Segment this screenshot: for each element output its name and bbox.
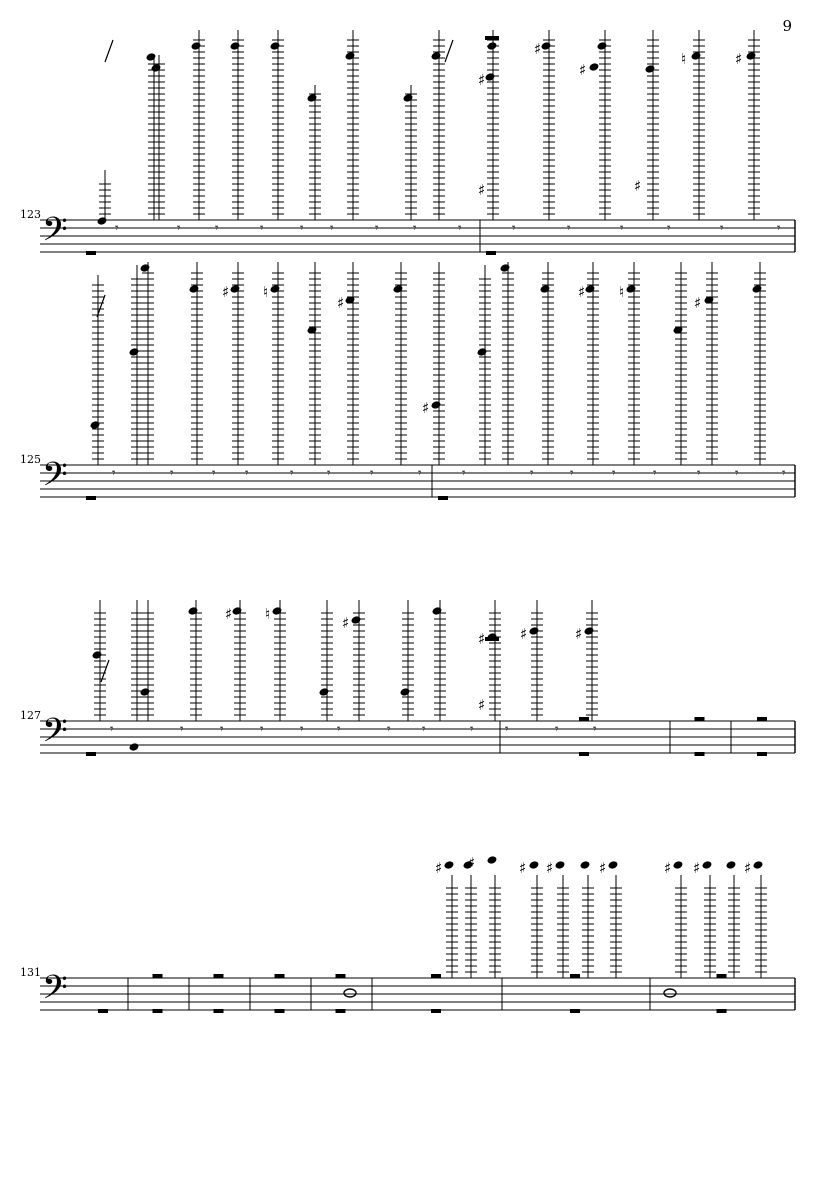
sixteenth-rest: 𝄾: [720, 221, 724, 236]
measure-number: 131: [20, 966, 41, 979]
notehead: [608, 860, 619, 870]
sixteenth-rest: 𝄾: [375, 221, 379, 236]
whole-rest: [86, 251, 96, 255]
natural-accidental: ♮: [681, 50, 687, 68]
notehead: [477, 347, 488, 357]
sharp-accidental: ♯: [735, 50, 743, 68]
sixteenth-rest: 𝄾: [220, 722, 224, 737]
notehead: [584, 626, 595, 636]
sharp-accidental: ♯: [664, 859, 672, 877]
notehead: [129, 347, 140, 357]
notehead: [432, 606, 443, 616]
whole-rest: [98, 1009, 108, 1013]
sharp-accidental: ♯: [222, 283, 230, 301]
notehead: [691, 51, 702, 61]
notehead: [90, 420, 101, 430]
notehead: [189, 284, 200, 294]
sixteenth-rest: 𝄾: [413, 221, 417, 236]
sixteenth-rest: 𝄾: [555, 722, 559, 737]
page-number: 9: [782, 17, 792, 35]
whole-rest: [717, 974, 727, 978]
staff-system: [20, 600, 795, 758]
notehead: [270, 284, 281, 294]
notehead: [230, 284, 241, 294]
whole-rest: [153, 974, 163, 978]
whole-rest: [757, 717, 767, 721]
sixteenth-rest: 𝄾: [512, 221, 516, 236]
notehead: [129, 742, 140, 752]
sixteenth-rest: 𝄾: [462, 466, 466, 481]
notehead: [702, 860, 713, 870]
whole-rest: [336, 974, 346, 978]
notehead: [673, 860, 684, 870]
sixteenth-rest: 𝄾: [260, 221, 264, 236]
notehead: [485, 72, 496, 82]
notehead: [487, 855, 498, 865]
notehead: [500, 263, 511, 273]
sixteenth-rest: 𝄾: [567, 221, 571, 236]
notehead: [431, 51, 442, 61]
notehead: [188, 606, 199, 616]
whole-rest: [579, 717, 589, 721]
sixteenth-rest: 𝄾: [300, 722, 304, 737]
sixteenth-rest: 𝄾: [110, 722, 114, 737]
sixteenth-rest: 𝄾: [387, 722, 391, 737]
whole-rest: [757, 752, 767, 756]
sixteenth-rest: 𝄾: [570, 466, 574, 481]
sixteenth-rest: 𝄾: [612, 466, 616, 481]
bass-clef: 𝄢: [42, 712, 68, 758]
sixteenth-rest: 𝄾: [212, 466, 216, 481]
notehead: [580, 860, 591, 870]
sixteenth-rest: 𝄾: [530, 466, 534, 481]
sharp-accidental: ♯: [337, 294, 345, 312]
sixteenth-rest: 𝄾: [505, 722, 509, 737]
staff-system: [20, 854, 795, 1015]
notehead: [232, 606, 243, 616]
notehead: [400, 687, 411, 697]
notehead: [529, 626, 540, 636]
grace-slash: [445, 40, 453, 62]
sharp-accidental: ♯: [478, 181, 486, 199]
notehead: [529, 860, 540, 870]
notehead: [540, 284, 551, 294]
sixteenth-rest: 𝄾: [782, 466, 786, 481]
natural-accidental: ♮: [619, 283, 625, 301]
notehead: [270, 41, 281, 51]
whole-rest: [570, 1009, 580, 1013]
whole-rest: [153, 1009, 163, 1013]
whole-rest: [214, 974, 224, 978]
sixteenth-rest: 𝄾: [215, 221, 219, 236]
sharp-accidental: ♯: [468, 854, 476, 872]
notehead: [319, 687, 330, 697]
sharp-accidental: ♯: [578, 283, 586, 301]
notehead: [230, 41, 241, 51]
sharp-accidental: ♯: [534, 40, 542, 58]
sixteenth-rest: 𝄾: [112, 466, 116, 481]
whole-rest: [86, 752, 96, 756]
bass-clef: 𝄢: [42, 211, 68, 257]
sharp-accidental: ♯: [693, 859, 701, 877]
sharp-accidental: ♯: [478, 71, 486, 89]
rest-marker: [485, 637, 499, 641]
notehead: [146, 52, 157, 62]
sixteenth-rest: 𝄾: [667, 221, 671, 236]
sharp-accidental: ♯: [520, 625, 528, 643]
notehead: [351, 615, 362, 625]
notehead: [97, 216, 108, 226]
sixteenth-rest: 𝄾: [337, 722, 341, 737]
grace-slash: [105, 40, 113, 62]
notehead: [597, 41, 608, 51]
measure-number: 123: [20, 208, 41, 221]
sharp-accidental: ♯: [575, 625, 583, 643]
sixteenth-rest: 𝄾: [177, 221, 181, 236]
sixteenth-rest: 𝄾: [180, 722, 184, 737]
sixteenth-rest: 𝄾: [245, 466, 249, 481]
sharp-accidental: ♯: [744, 859, 752, 877]
sharp-accidental: ♯: [435, 859, 443, 877]
sharp-accidental: ♯: [579, 61, 587, 79]
sixteenth-rest: 𝄾: [170, 466, 174, 481]
whole-rest: [86, 496, 96, 500]
notehead: [753, 860, 764, 870]
whole-rest: [275, 974, 285, 978]
whole-rest: [695, 752, 705, 756]
sixteenth-rest: 𝄾: [330, 221, 334, 236]
notehead: [746, 51, 757, 61]
notehead: [345, 51, 356, 61]
whole-rest: [214, 1009, 224, 1013]
sharp-accidental: ♯: [546, 859, 554, 877]
whole-rest: [438, 496, 448, 500]
whole-rest: [717, 1009, 727, 1013]
notehead: [403, 93, 414, 103]
rest-marker: [485, 36, 499, 40]
notehead: [444, 860, 455, 870]
sharp-accidental: ♯: [225, 605, 233, 623]
whole-rest: [431, 1009, 441, 1013]
whole-rest: [431, 974, 441, 978]
sixteenth-rest: 𝄾: [422, 722, 426, 737]
sixteenth-rest: 𝄾: [777, 221, 781, 236]
whole-rest: [695, 717, 705, 721]
sixteenth-rest: 𝄾: [458, 221, 462, 236]
sixteenth-rest: 𝄾: [735, 466, 739, 481]
whole-rest: [336, 1009, 346, 1013]
sharp-accidental: ♯: [694, 294, 702, 312]
notehead: [555, 860, 566, 870]
notehead: [487, 41, 498, 51]
staff-system: [20, 262, 795, 502]
notehead: [307, 93, 318, 103]
bass-clef: 𝄢: [42, 456, 68, 502]
sharp-accidental: ♯: [634, 177, 642, 195]
sixteenth-rest: 𝄾: [370, 466, 374, 481]
sharp-accidental: ♯: [422, 399, 430, 417]
sharp-accidental: ♯: [342, 614, 350, 632]
sharp-accidental: ♯: [478, 630, 486, 648]
natural-accidental: ♮: [263, 283, 269, 301]
notehead: [393, 284, 404, 294]
notehead: [431, 400, 442, 410]
natural-accidental: ♮: [265, 605, 271, 623]
whole-rest: [579, 752, 589, 756]
sixteenth-rest: 𝄾: [260, 722, 264, 737]
notehead: [585, 284, 596, 294]
whole-rest: [275, 1009, 285, 1013]
notehead: [541, 41, 552, 51]
measure-number: 125: [20, 453, 41, 466]
sharp-accidental: ♯: [519, 859, 527, 877]
notehead: [272, 606, 283, 616]
sharp-accidental: ♯: [599, 859, 607, 877]
notehead: [191, 41, 202, 51]
sixteenth-rest: 𝄾: [697, 466, 701, 481]
sixteenth-rest: 𝄾: [290, 466, 294, 481]
sixteenth-rest: 𝄾: [593, 722, 597, 737]
staff-system: [20, 30, 795, 257]
sixteenth-rest: 𝄾: [418, 466, 422, 481]
whole-note: [664, 989, 676, 997]
sixteenth-rest: 𝄾: [115, 221, 119, 236]
whole-rest: [486, 251, 496, 255]
notehead: [140, 687, 151, 697]
notehead: [589, 62, 600, 72]
sixteenth-rest: 𝄾: [470, 722, 474, 737]
whole-note: [344, 989, 356, 997]
sixteenth-rest: 𝄾: [620, 221, 624, 236]
sixteenth-rest: 𝄾: [653, 466, 657, 481]
notehead: [645, 64, 656, 74]
notehead: [726, 860, 737, 870]
bass-clef: 𝄢: [42, 969, 68, 1015]
notehead: [92, 650, 103, 660]
notehead: [626, 284, 637, 294]
notehead: [151, 63, 162, 73]
notehead: [140, 263, 151, 273]
music-systems: [20, 30, 795, 1015]
sixteenth-rest: 𝄾: [327, 466, 331, 481]
measure-number: 127: [20, 709, 41, 722]
whole-rest: [570, 974, 580, 978]
sharp-accidental: ♯: [478, 696, 486, 714]
sixteenth-rest: 𝄾: [300, 221, 304, 236]
notehead: [752, 284, 763, 294]
